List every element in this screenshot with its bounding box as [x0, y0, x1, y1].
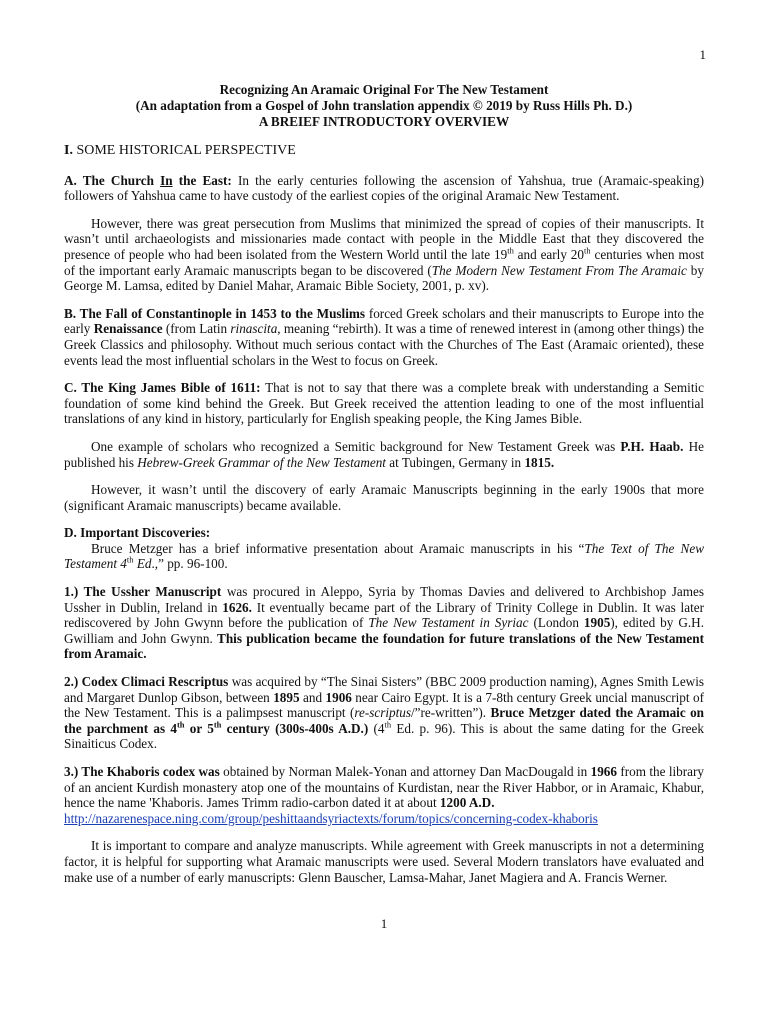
bold-term: 1906	[325, 689, 352, 705]
section-heading	[64, 143, 704, 159]
heading-a-in: In	[160, 172, 173, 188]
paragraph-haab	[64, 439, 704, 470]
bold-term: or 5	[184, 720, 214, 736]
paragraph-text: That is not to say that there was a complete break with understanding a Semitic foundation of some kind behind the Greek. But Greek received the attention leading to one of the most influential translations of any kind in history, particularly for English speaking people, the King James Bible.	[64, 380, 704, 427]
paragraph-compare-manuscripts: It is important to compare and analyze manuscripts. While agreement with Greek manuscripts in not a determining factor, it is helpful for supporting what Aramaic manuscripts were used. Several Modern translators have evaluated and make use of a number of early manuscripts: Glenn Bauscher, Lamsa-Mahar, Janet Magiera and A. Francis Werner.	[64, 838, 704, 885]
heading-d	[64, 525, 704, 541]
bold-term: 1626.	[222, 599, 252, 615]
text-run: Bruce Metzger has a brief informative presentation about Aramaic manuscripts in his “	[91, 540, 585, 556]
section-number: I.	[64, 143, 73, 158]
khaboris-link[interactable]: http://nazarenespace.ning.com/group/peshittaandsyriactexts/forum/topics/concerning-codex-khaboris	[64, 810, 598, 826]
text-run: /”re-written”).	[411, 705, 491, 721]
subtitle: (An adaptation from a Gospel of John translation appendix © 2019 by Russ Hills Ph. D.)	[135, 98, 633, 113]
superscript: th	[583, 245, 591, 256]
text-run: centuries when most of the important early Aramaic manuscripts began to be discovered (	[64, 246, 704, 278]
book-title: The Text of The New Testament 4	[64, 540, 704, 572]
bold-term: Renaissance	[93, 321, 163, 337]
paragraph-persecution	[64, 216, 704, 294]
heading-codex-climaci: 2.) Codex Climaci Rescriptus	[64, 674, 229, 690]
text-run: (from Latin	[162, 321, 231, 337]
heading-c: C. The King James Bible of 1611:	[64, 380, 261, 396]
bold-term: century (300s-400s A.D.)	[221, 720, 369, 736]
bold-term: 1966	[590, 764, 617, 779]
superscript: th	[384, 719, 392, 730]
superscript: th	[126, 555, 134, 566]
bold-term: P.H. Haab.	[620, 438, 684, 454]
book-title: The Modern New Testament From The Aramaic	[431, 262, 687, 278]
text-run: and early 20	[513, 246, 584, 262]
bold-term: Bruce Metzger dated the Aramaic on the parchment as 4	[64, 705, 704, 736]
heading-a	[64, 173, 232, 188]
bold-term: 1200 A.D.	[439, 795, 495, 811]
text-run: One example of scholars who recognized a Semitic background for New Testament Greek was	[91, 438, 621, 454]
paragraph-ussher	[64, 584, 704, 662]
superscript: th	[213, 719, 222, 730]
text-run: (4	[368, 720, 385, 736]
text-run: near Cairo Egypt. It is a 7-8th century Greek uncial manuscript of the New Testament. This is a palimpsest manuscript (	[64, 689, 704, 721]
superscript: th	[507, 245, 514, 256]
page-number-top: 1	[699, 47, 706, 62]
text-run: and	[299, 689, 326, 705]
text-run: He published his	[64, 438, 704, 470]
text-run: was procured in Aleppo, Syria by Thomas Davies and delivered to Archbishop James Ussher in Dublin, Ireland in	[64, 584, 704, 615]
overview-heading: A BREIEF INTRODUCTORY OVERVIEW	[258, 114, 510, 129]
paragraph-codex-climaci	[64, 674, 704, 752]
text-run: Ed. p. 96). This is about the same dating for the Greek Sinaiticus Codex.	[64, 720, 704, 752]
text-run: from the library of an ancient Kurdish monastery atop one of the mountains of Kurdistan, near the River Habbor, or in Aramaic, Khabur, hence the name 'Khaboris. James Trimm radio-carbon dated it at about	[64, 764, 704, 811]
section-title: SOME HISTORICAL PERSPECTIVE	[72, 143, 296, 158]
text-run: (London	[528, 615, 584, 631]
text-run: .,” pp. 96-100.	[151, 556, 228, 572]
italic-term: re-scriptus	[354, 705, 412, 721]
book-title: The New Testament in Syriac	[368, 615, 529, 631]
heading-khaboris: 3.) The Khaboris codex was	[64, 764, 220, 779]
bold-term: 1895	[273, 689, 300, 705]
main-title: Recognizing An Aramaic Original For The New Testament	[219, 82, 549, 97]
text-run: at Tubingen, Germany in	[385, 454, 525, 470]
heading-d-text: D. Important Discoveries:	[64, 525, 211, 541]
book-title: Hebrew-Greek Grammar of the New Testament	[137, 454, 386, 470]
heading-a-part1: A. The Church	[64, 172, 161, 188]
text-run: obtained by Norman Malek-Yonan and attorney Dan MacDougald in	[219, 764, 591, 779]
paragraph-constantinople	[64, 306, 704, 368]
text-run: ), edited by G.H. Gwilliam and John Gwynn.	[64, 615, 704, 646]
text-run: was acquired by “The Sinai Sisters” (BBC 2009 production naming), Agnes Smith Lewis and Margaret Dunlop Gibson, between	[64, 674, 705, 705]
page-number-bottom: 1	[380, 916, 388, 931]
heading-b: B. The Fall of Constantinople in 1453 to the Muslims	[64, 305, 366, 321]
heading-a-part2: the East:	[172, 172, 232, 188]
italic-term: rinascita	[230, 321, 278, 337]
paragraph-text: In the early centuries following the ascension of Yahshua, true (Aramaic-speaking) followers of Yahshua came to have custody of the earliest copies of the original Aramaic New Testament.	[64, 172, 704, 204]
paragraph-1900s: However, it wasn’t until the discovery of early Aramaic Manuscripts beginning in the early 1900s that more (significant Aramaic manuscripts) became available.	[64, 482, 704, 513]
paragraph-metzger	[64, 541, 704, 572]
text-run: However, there was great persecution from Muslims that minimized the spread of copies of their manuscripts. It wasn’t until archaeologists and missionaries made contact with people in the Middle East that they discovered the presence of people who had been isolated from the Western World until the late 19	[64, 215, 704, 262]
text-run: It eventually became part of the Library of Trinity College in Dublin. It was later rediscovered by John Gwynn before the publication of	[64, 599, 704, 631]
bold-term: This publication became the foundation for future translations of the New Testament from Aramaic.	[64, 630, 704, 662]
bold-term: 1905	[583, 615, 611, 631]
document-body	[64, 82, 704, 897]
paragraph-king-james	[64, 380, 704, 427]
paragraph-khaboris	[64, 764, 704, 826]
heading-ussher: 1.) The Ussher Manuscript	[64, 584, 222, 600]
book-title-edition: Ed	[133, 556, 152, 572]
paragraph-church-in-east	[64, 173, 704, 204]
title-block	[64, 82, 704, 130]
superscript: th	[176, 719, 185, 730]
text-run: , meaning “rebirth). It was a time of renewed interest in (among other things) the Greek Classics and philosophy. Without much serious contact with the Churches of The East (Aramaic oriented), these events lead the most influential scholars in the West to focus on Greek.	[64, 321, 704, 368]
text-run: forced Greek scholars and their manuscripts to Europe into the early	[64, 305, 704, 337]
bold-term: 1815.	[524, 454, 555, 470]
text-run: by George M. Lamsa, edited by Daniel Mahar, Aramaic Bible Society, 2001, p. xv).	[64, 262, 704, 294]
